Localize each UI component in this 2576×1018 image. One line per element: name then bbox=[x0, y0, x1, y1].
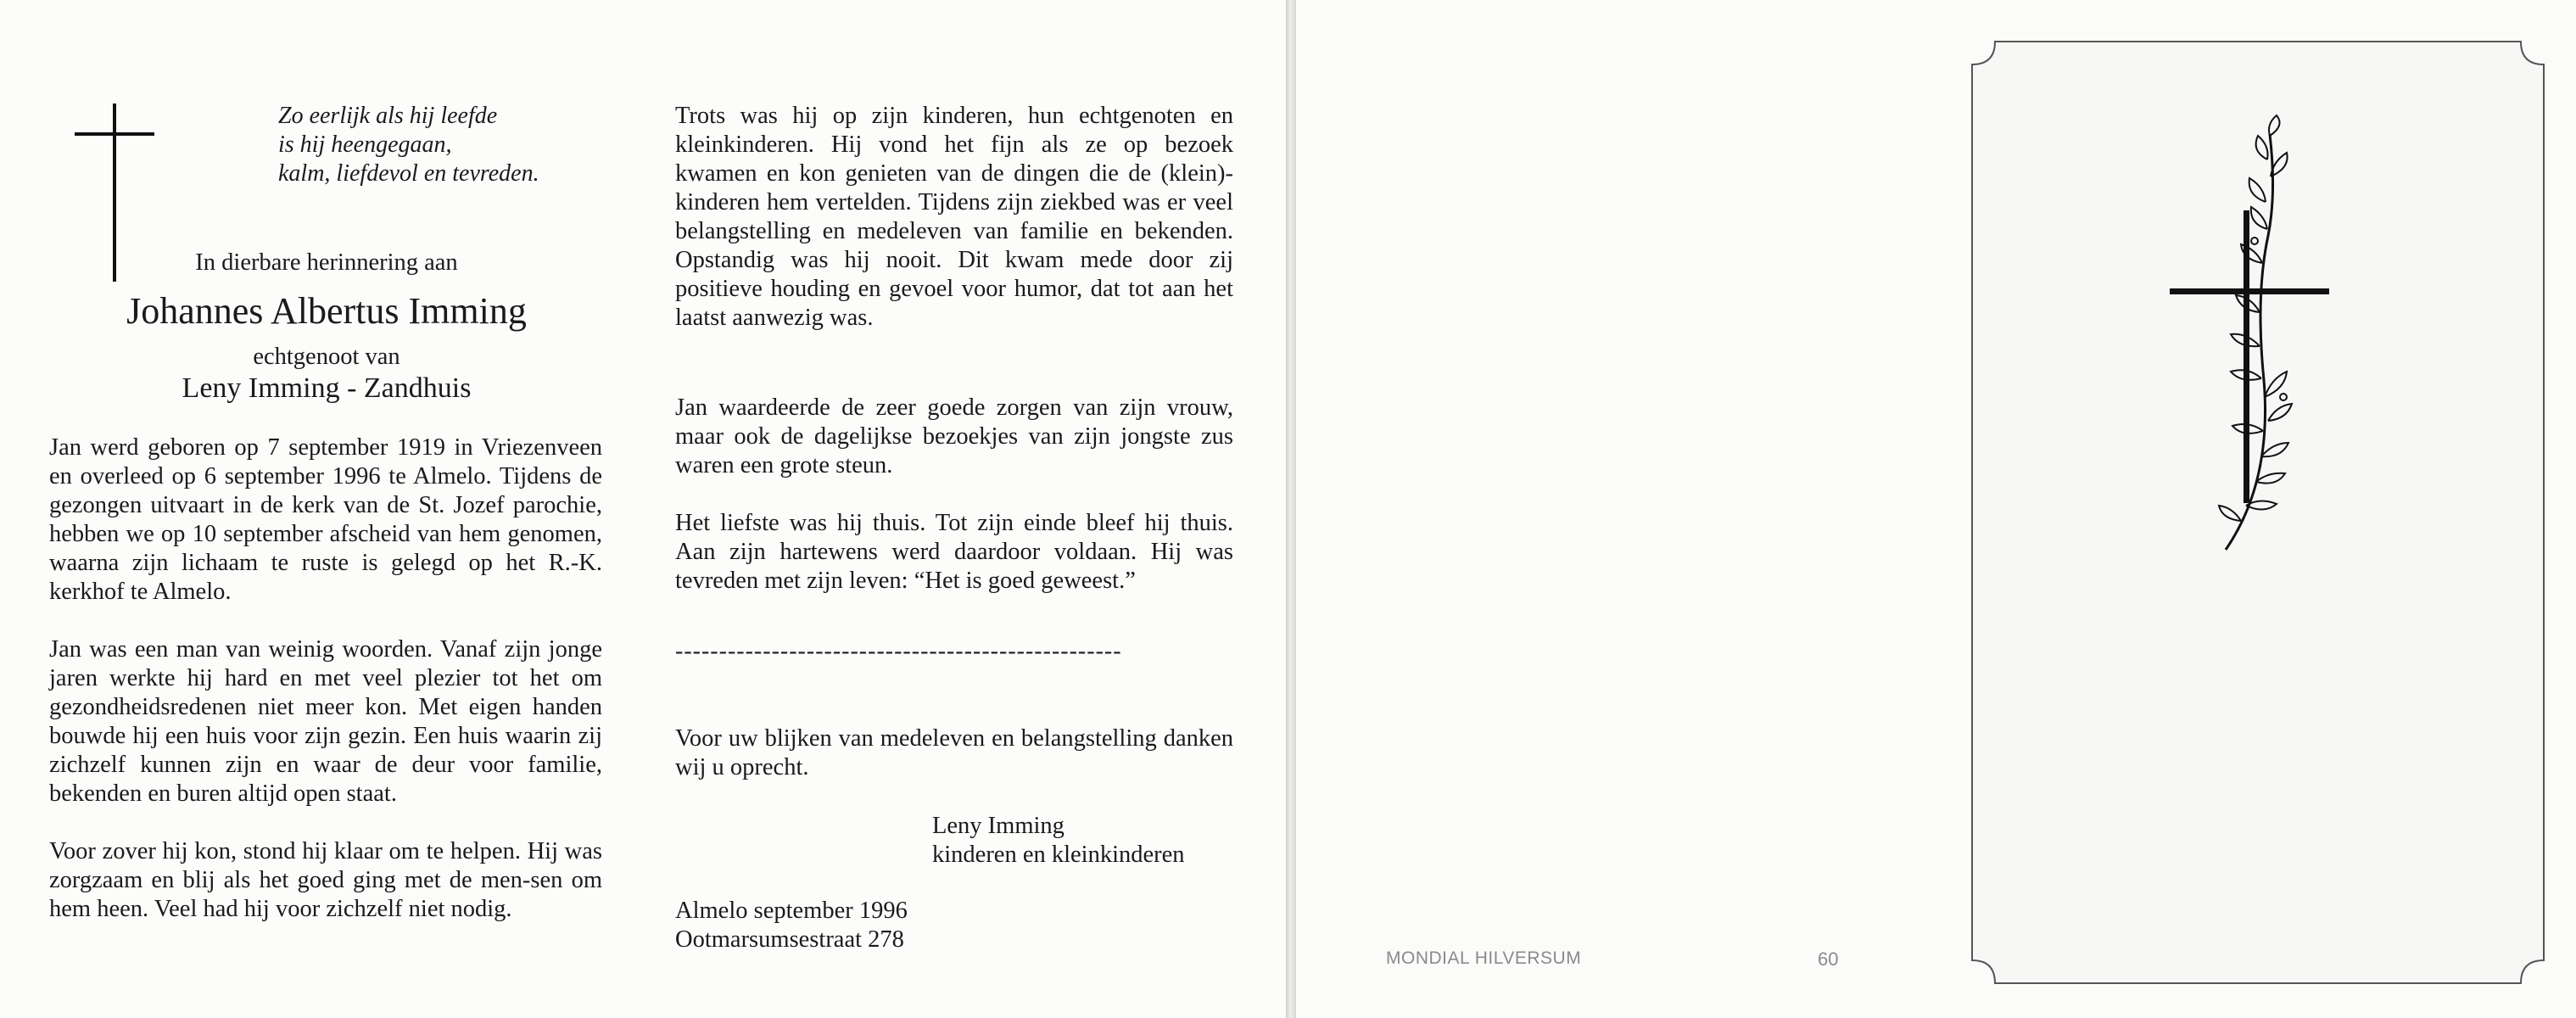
place-date: Almelo september 1996 bbox=[675, 898, 908, 924]
biography-paragraph: Het liefste was hij thuis. Tot zijn einde bleef hij thuis. Aan zijn hartewens werd daardoor voldaan. Hij was tevreden met zijn leven: “Het is goed geweest.” bbox=[675, 510, 1233, 594]
card-front-frame bbox=[1971, 41, 2545, 984]
page-number: 60 bbox=[1818, 948, 1839, 970]
poem-line: Zo eerlijk als hij leefde bbox=[278, 103, 498, 129]
poem-line: kalm, liefdevol en tevreden. bbox=[278, 160, 539, 187]
place-and-address bbox=[675, 897, 1099, 954]
signoff-line: Leny Imming bbox=[932, 813, 1064, 839]
thanks-text: Voor uw blijken van medeleven en belangstelling danken wij u oprecht. bbox=[675, 725, 1233, 780]
signoff bbox=[932, 812, 1271, 870]
biography-paragraph: Voor zover hij kon, stond hij klaar om te helpen. Hij was zorgzaam en blij als het goed ging met de men-sen om hem heen. Veel had hij voor zichzelf niet nodig. bbox=[49, 838, 602, 922]
biography-paragraph: Trots was hij op zijn kinderen, hun echtgenoten en kleinkinderen. Hij vond het fijn als ze op bezoek kwamen en kon genieten van de dingen die de (klein)-kinderen hem vertelden. Tijdens zijn ziekbed was er veel belangstelling en medeleven van familie en bekenden. Opstandig was hij nooit. Dit kwam mede door zij positieve houding en gevoel voor humor, dat tot aan het laatst aanwezig was. bbox=[675, 103, 1233, 331]
biography-paragraph: Jan werd geboren op 7 september 1919 in Vriezenveen en overleed op 6 september 1996 te Almelo. Tijdens de gezongen uitvaart in de kerk van de St. Jozef parochie, hebben we op 10 september afscheid van hem genomen, waarna zijn lichaam te ruste is gelegd op het R.-K. kerkhof te Almelo. bbox=[49, 434, 602, 605]
fold-crease bbox=[1286, 0, 1296, 1018]
signoff-line: kinderen en kleinkinderen bbox=[932, 842, 1185, 868]
spouse-label: echtgenoot van bbox=[253, 344, 400, 370]
address: Ootmarsumsestraat 278 bbox=[675, 926, 904, 953]
dashed-divider: --------------------------------------------------- bbox=[675, 638, 1122, 664]
poem-line: is hij heengegaan, bbox=[278, 131, 452, 158]
spouse-name: Leny Imming - Zandhuis bbox=[182, 372, 472, 404]
biography-paragraph: Jan waardeerde de zeer goede zorgen van zijn vrouw, maar ook de dagelijkse bezoekjes van zijn jongste zus waren een grote steun. bbox=[675, 394, 1233, 478]
publisher-mark: MONDIAL HILVERSUM bbox=[1386, 948, 1582, 968]
notched-border bbox=[1972, 42, 2544, 983]
poem bbox=[278, 102, 634, 188]
in-memory-heading: In dierbare herinnering aan bbox=[195, 249, 458, 276]
deceased-name: Johannes Albertus Imming bbox=[126, 290, 527, 332]
biography-paragraph: Jan was een man van weinig woorden. Vanaf zijn jonge jaren werkte hij hard en met veel plezier tot het om gezondheidsredenen niet meer kon. Met eigen handen bouwde hij een huis voor zijn gezin. Een huis waarin zij zichzelf kunnen zijn en waar de deur voor familie, bekenden en buren altijd open staat. bbox=[49, 636, 602, 807]
